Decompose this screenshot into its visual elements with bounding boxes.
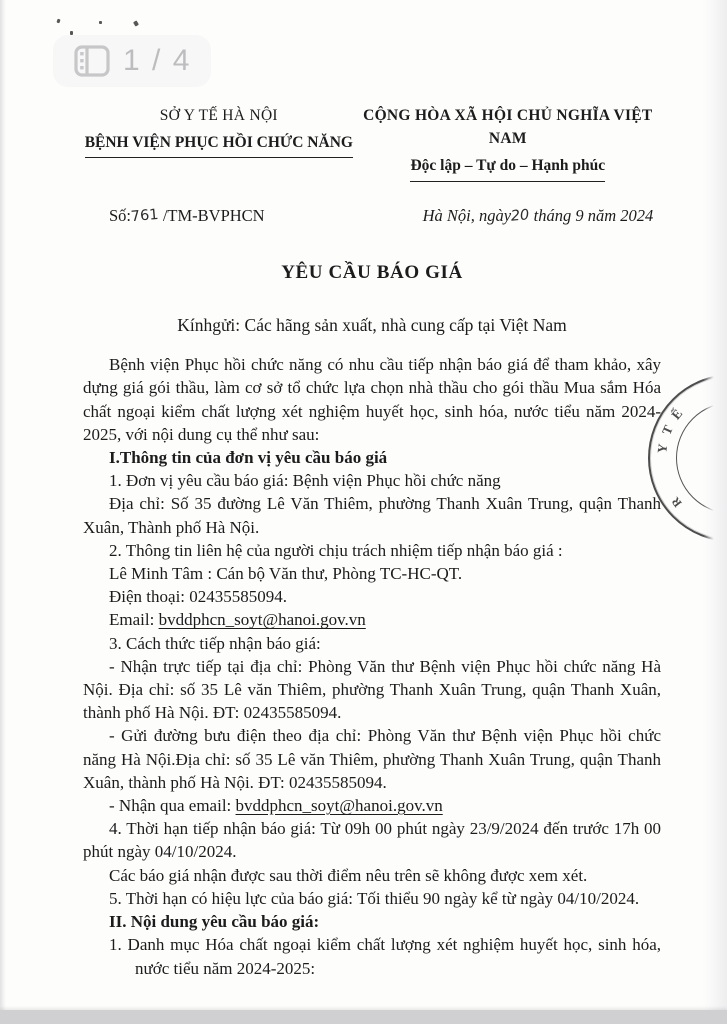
handwritten-number: 761 bbox=[130, 206, 160, 225]
method-post: - Gửi đường bưu điện theo địa chỉ: Phòng Văn thư Bệnh viện Phục hồi chức năng Hà Nội.Địa chỉ: số 35 Lê văn Thiêm, phường Thanh Xuân Trung, quận Thanh Xuân, thành phố Hà Nội. ĐT: 02435585094. bbox=[83, 726, 661, 792]
item3-methods-heading: 3. Cách thức tiếp nhận báo giá: bbox=[109, 633, 321, 653]
contact-phone: Điện thoại: 02435585094. bbox=[109, 587, 288, 607]
salutation-line: Kínhgửi: Các hãng sản xuất, nhà cung cấp tại Việt Nam bbox=[177, 315, 567, 336]
email-address: bvddphcn_soyt@hanoi.gov.vn bbox=[158, 610, 366, 630]
page-indicator-label: 1 / 4 bbox=[123, 44, 192, 77]
page-right-edge bbox=[703, 0, 727, 1010]
item5-validity: 5. Thời hạn có hiệu lực của báo giá: Tối thiểu 90 ngày kể từ ngày 04/10/2024. bbox=[109, 888, 640, 908]
page-left-edge bbox=[0, 0, 6, 1010]
document-header bbox=[83, 104, 661, 182]
email-address: bvddphcn_soyt@hanoi.gov.vn bbox=[235, 796, 443, 816]
section2-item1: 1. Danh mục Hóa chất ngoại kiểm chất lượng xét nghiệm huyết học, sinh hóa, nước tiểu năm 2024-2025: bbox=[109, 935, 661, 978]
handwritten-day: 20 bbox=[510, 206, 531, 225]
document-title: YÊU CẦU BÁO GIÁ bbox=[281, 261, 463, 283]
document-body bbox=[83, 353, 661, 979]
reference-number: Số:761 /TM-BVPHCN bbox=[109, 204, 265, 229]
item1-address: Địa chỉ: Số 35 đường Lê Văn Thiêm, phường Thanh Xuân Trung, quận Thanh Xuân, Thành phố Hà Nội. bbox=[83, 494, 661, 537]
item2-contact-heading: 2. Thông tin liên hệ của người chịu trách nhiệm tiếp nhận báo giá : bbox=[109, 540, 563, 560]
item4-deadline: 4. Thời hạn tiếp nhận báo giá: Từ 09h 00 phút ngày 23/9/2024 đến trước 17h 00 phút ngày 04/10/2024. bbox=[83, 819, 661, 862]
place-date: Hà Nội, ngày20 tháng 9 năm 2024 bbox=[423, 204, 654, 229]
viewer-bottom-gap bbox=[0, 1010, 727, 1024]
national-header bbox=[355, 104, 661, 182]
item1-requesting-unit: 1. Đơn vị yêu cầu báo giá: Bệnh viện Phục hồi chức năng bbox=[109, 471, 501, 491]
national-motto-line2: Độc lập – Tự do – Hạnh phúc bbox=[355, 154, 661, 181]
reference-date-row bbox=[83, 204, 661, 229]
section2-heading: II. Nội dung yêu cầu báo giá: bbox=[109, 912, 320, 932]
method-email-line: - Nhận qua email: bvddphcn_soyt@hanoi.gov.vn bbox=[109, 796, 443, 816]
parent-agency: SỞ Y TẾ HÀ NỘI bbox=[159, 107, 278, 124]
late-quotes-note: Các báo giá nhận được sau thời điểm nêu trên sẽ không được xem xét. bbox=[109, 865, 588, 885]
hospital-name: BỆNH VIỆN PHỤC HỒI CHỨC NĂNG bbox=[83, 131, 355, 158]
method-direct: - Nhận trực tiếp tại địa chỉ: Phòng Văn thư Bệnh viện Phục hồi chức năng Hà Nội. Địa chỉ: số 35 Lê văn Thiêm, phường Thanh Xuân Trung, quận Thanh Xuân, thành phố Hà Nội. ĐT: 02435585094. bbox=[83, 656, 661, 723]
intro-paragraph: Bệnh viện Phục hồi chức năng có nhu cầu tiếp nhận báo giá để tham khảo, xây dựng giá gói thầu, làm cơ sở tổ chức lựa chọn nhà thầu cho gói thầu Mua sắm Hóa chất ngoại kiểm chất lượng xét nghiệm huyết học, sinh hóa, nước tiểu năm 2024-2025, với nội dung cụ thể như sau: bbox=[83, 355, 661, 444]
official-stamp: Y T Ế R bbox=[648, 374, 727, 542]
national-motto-line1: CỘNG HÒA XÃ HỘI CHỦ NGHĨA VIỆT NAM bbox=[363, 107, 653, 148]
contact-name: Lê Minh Tâm : Cán bộ Văn thư, Phòng TC-HC-QT. bbox=[109, 564, 463, 584]
issuing-organization bbox=[83, 104, 355, 182]
section1-heading: I.Thông tin của đơn vị yêu cầu báo giá bbox=[109, 448, 388, 468]
contact-email-line: Email: bvddphcn_soyt@hanoi.gov.vn bbox=[109, 610, 366, 630]
